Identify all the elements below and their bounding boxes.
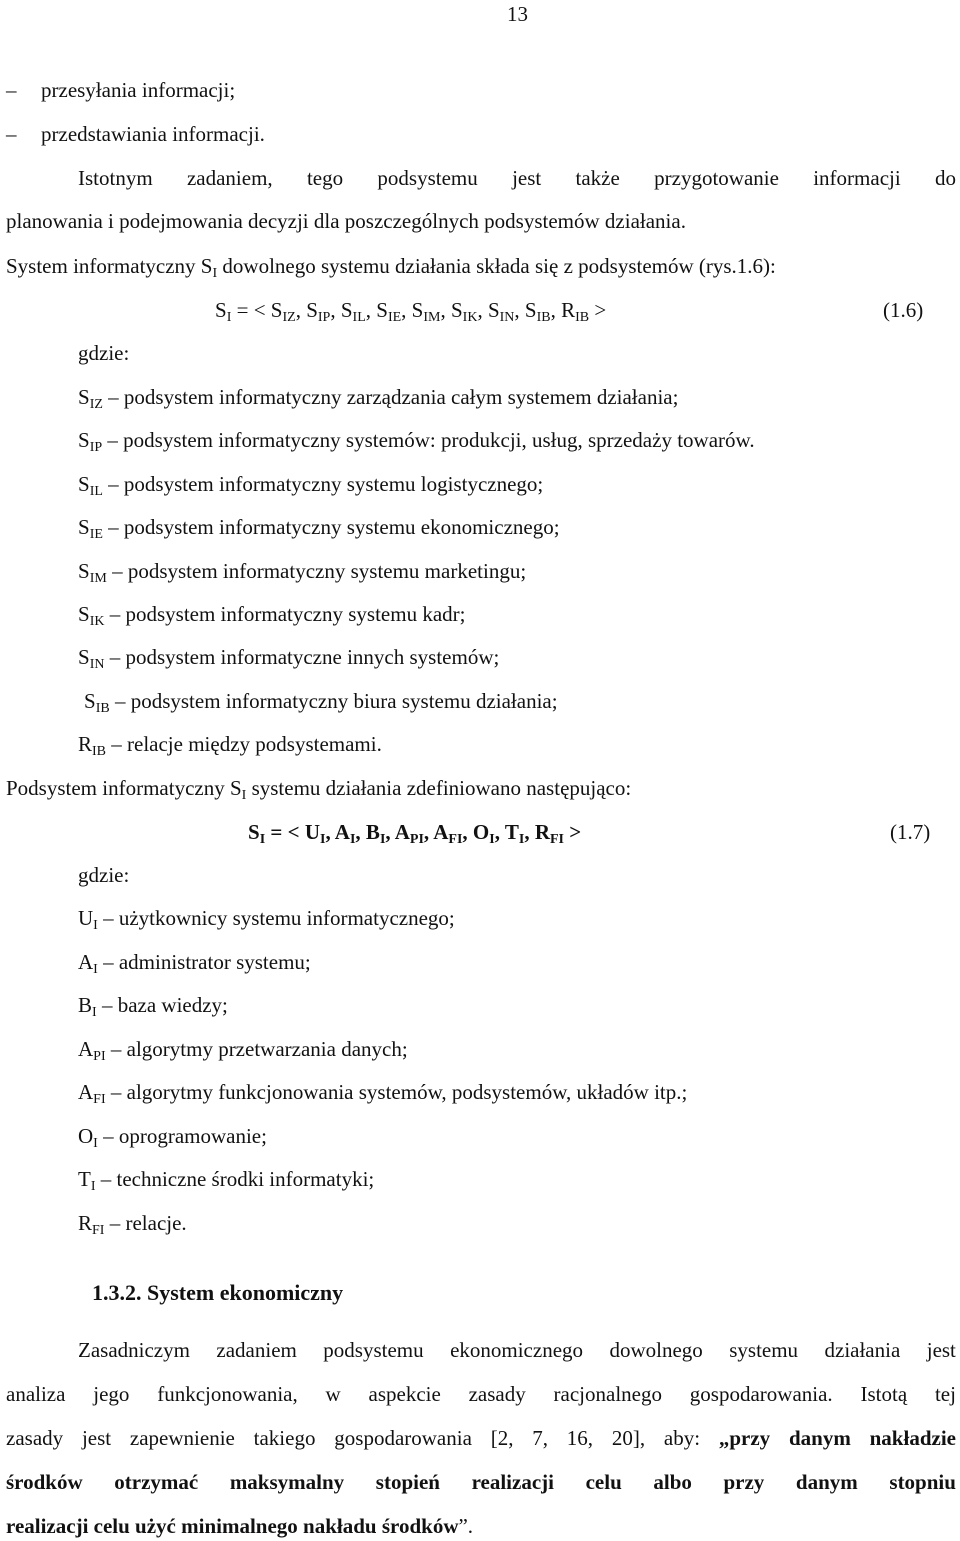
formula-subscript: I (379, 832, 386, 847)
definition-symbol: R (78, 732, 93, 757)
word: informacji (813, 166, 901, 190)
word: albo (653, 1470, 692, 1494)
word: [2, (490, 1426, 514, 1450)
formula-subscript: FI (549, 832, 564, 847)
word: zadaniem, (186, 166, 273, 190)
gdzie-label: gdzie: (78, 341, 130, 365)
definition-text: użytkownicy systemu informatycznego; (118, 906, 455, 930)
formula-1-7: $S_I$ = < $U_I$, $A_I$, $B_I$, $A_{PI}$, $A_{FI}$, $O_I$, $T_I$, $R_{FI}$ > (248, 820, 582, 847)
definition-item: $S_{IZ}$ – podsystem informatyczny zarządzania całym systemem działania; (78, 385, 679, 412)
formula-symbol: T (504, 820, 519, 844)
formula-subscript: PI (409, 832, 424, 847)
word: przygotowanie (654, 166, 779, 190)
word: przy (723, 1470, 765, 1494)
definition-subscript: PI (93, 1048, 106, 1064)
word: zadaniem (216, 1338, 297, 1362)
word: zasady (468, 1382, 526, 1406)
definition-subscript: IM (89, 570, 107, 586)
formula-number: (1.7) (890, 820, 931, 844)
word: Istotnym (78, 166, 153, 190)
definition-symbol: U (78, 906, 94, 930)
bullet-item: – przesyłania informacji; (6, 78, 236, 102)
paragraph-line: Podsystem informatyczny $S_I$ systemu działania zdefiniowano następująco: (6, 776, 632, 803)
formula-subscript: I (518, 832, 525, 847)
formula-1-6: $S_I$ = < $S_{IZ}$, $S_{IP}$, $S_{IL}$, $S_{IE}$, $S_{IM}$, $S_{IK}$, $S_{IN}$, $S_{IB}$, $R_{IB}$ > (215, 298, 607, 325)
word: Zasadniczym (78, 1338, 190, 1362)
formula-symbol: S (215, 298, 227, 322)
definition-subscript: IE (89, 527, 103, 543)
definition-symbol: O (78, 1123, 94, 1148)
definition-subscript: FI (93, 1092, 106, 1107)
definition-item: $S_{IL}$ – podsystem informatyczny systemu logistycznego; (78, 471, 544, 499)
word: aspekcie (368, 1382, 441, 1406)
formula-symbol: A (433, 820, 449, 844)
formula-subscript: I (489, 832, 495, 847)
definition-symbol: S (78, 385, 90, 409)
definition-subscript: I (92, 1005, 97, 1020)
definition-symbol: S (78, 515, 90, 540)
formula-symbol: S (306, 298, 318, 322)
definition-subscript: IN (89, 657, 105, 673)
word: 16, (566, 1426, 594, 1450)
definition-item: $S_{IP}$ – podsystem informatyczny systemów: produkcji, usług, sprzedaży towarów. (78, 428, 755, 456)
definition-text: algorytmy przetwarzania danych; (126, 1036, 408, 1061)
definition-text: administrator systemu; (118, 949, 311, 974)
definition-item: $R_{FI}$ – relacje. (78, 1210, 187, 1238)
definition-item: $S_{IN}$ – podsystem informatyczne innych systemów; (78, 645, 500, 673)
word: ekonomicznego (450, 1338, 584, 1362)
formula-operator: = < (265, 820, 305, 844)
formula-symbol: S (376, 298, 388, 322)
definition-symbol: S (78, 602, 90, 626)
word: Istotą (860, 1382, 908, 1406)
formula-operator: > (589, 298, 607, 322)
definition-text: podsystem informatyczny systemu logistycznego; (123, 471, 544, 496)
definition-item: $A_{PI}$ – algorytmy przetwarzania danych; (78, 1036, 408, 1064)
definition-text: algorytmy funkcjonowania systemów, podsystemów, układów itp.; (126, 1080, 688, 1104)
definition-text: baza wiedzy; (117, 993, 228, 1017)
formula-subscript: IZ (282, 310, 296, 325)
formula-subscript: I (320, 832, 326, 847)
word: „przy (718, 1426, 771, 1450)
definition-symbol: R (78, 1210, 93, 1235)
word: 20], (611, 1426, 646, 1450)
formula-subscript: FI (448, 832, 463, 847)
definition-text: podsystem informatyczny systemu ekonomicznego; (123, 515, 560, 540)
word: danym (795, 1470, 858, 1494)
definition-text: oprogramowanie; (118, 1123, 267, 1148)
definition-item: $S_{IB}$ – podsystem informatyczny biura systemu działania; (84, 688, 558, 716)
word: dowolnego (609, 1338, 703, 1362)
word: w (325, 1382, 341, 1406)
gdzie-label: gdzie: (78, 863, 130, 887)
word: tej (934, 1382, 956, 1406)
word: jest (926, 1338, 956, 1362)
word: jest (81, 1426, 112, 1450)
definition-item: $A_{FI}$ – algorytmy funkcjonowania systemów, podsystemów, układów itp.; (78, 1080, 688, 1107)
formula-operator: = < (231, 298, 271, 322)
definition-item: $B_I$ – baza wiedzy; (78, 993, 228, 1020)
definition-symbol: A (78, 949, 94, 974)
formula-subscript: IK (462, 310, 478, 325)
formula-operator: > (563, 820, 582, 844)
definition-symbol: A (78, 1036, 94, 1061)
word: stopień (375, 1470, 440, 1494)
word: zapewnienie (129, 1426, 235, 1450)
definition-text: podsystem informatyczny zarządzania całym systemem działania; (123, 385, 679, 409)
word: jego (93, 1382, 130, 1406)
word: maksymalny (229, 1470, 345, 1494)
formula-symbol: O (472, 820, 490, 844)
word: otrzymać (114, 1470, 199, 1494)
formula-subscript: IM (423, 310, 441, 325)
definition-symbol: S (78, 558, 90, 583)
definition-text: podsystem informatyczny biura systemu działania; (130, 688, 558, 713)
definition-symbol: B (78, 993, 93, 1017)
formula-subscript: I (259, 832, 266, 847)
word: takiego (253, 1426, 316, 1450)
definition-subscript: IZ (89, 397, 103, 412)
word: zasady (6, 1426, 64, 1450)
definition-item: $U_I$ – użytkownicy systemu informatycznego; (78, 906, 455, 933)
paragraph-line: System informatyczny $S_I$ dowolnego systemu działania składa się z podsystemów (rys.1.6): (6, 254, 776, 281)
formula-subscript: IL (352, 310, 366, 325)
formula-symbol: A (394, 820, 410, 844)
definition-symbol: S (78, 428, 90, 453)
definition-text: podsystem informatyczny systemu kadr; (125, 602, 466, 626)
definition-text: relacje. (125, 1210, 187, 1235)
section-heading: 1.3.2. System ekonomiczny (92, 1280, 344, 1305)
definition-subscript: IB (95, 700, 110, 716)
definition-item: $S_{IE}$ – podsystem informatyczny systemu ekonomicznego; (78, 515, 560, 543)
definition-item: $O_I$ – oprogramowanie; (78, 1123, 267, 1151)
word: systemu (729, 1338, 799, 1362)
formula-symbol: U (304, 820, 320, 844)
definition-symbol: S (78, 645, 90, 670)
word: jest (512, 166, 542, 190)
formula-subscript: IB (536, 310, 551, 325)
definition-text: podsystem informatyczny systemu marketingu; (127, 558, 527, 583)
word: działania (824, 1338, 901, 1362)
word: aby: (663, 1426, 701, 1450)
formula-subscript: IN (499, 310, 515, 325)
paragraph-line (78, 168, 956, 189)
definition-subscript: I (93, 961, 98, 977)
definition-item: $S_{IM}$ – podsystem informatyczny systemu marketingu; (78, 558, 527, 586)
formula-symbol: S (524, 298, 537, 322)
word: także (575, 166, 620, 190)
definition-item: $T_I$ – techniczne środki informatyki; (78, 1167, 375, 1194)
definition-subscript: I (93, 918, 98, 933)
definition-symbol: S (84, 688, 96, 713)
definition-item: $R_{IB}$ – relacje między podsystemami. (78, 732, 382, 760)
word: tego (306, 166, 344, 190)
definition-symbol: T (78, 1167, 91, 1191)
paragraph-line: realizacji celu użyć minimalnego nakładu środków”. (6, 1514, 474, 1538)
definition-subscript: I (93, 1135, 98, 1151)
paragraph-line (6, 1472, 956, 1493)
formula-symbol: S (340, 298, 353, 322)
definition-text: techniczne środki informatyki; (116, 1167, 375, 1191)
formula-symbol: S (411, 298, 424, 322)
bullet-item: – przedstawiania informacji. (6, 122, 265, 146)
word: do (934, 166, 956, 190)
formula-symbol: B (365, 820, 380, 844)
formula-symbol: S (450, 298, 463, 322)
formula-subscript: I (349, 832, 356, 847)
word: realizacji (471, 1470, 554, 1494)
word: analiza (6, 1382, 66, 1406)
definition-subscript: FI (92, 1222, 105, 1238)
formula-symbol: S (270, 298, 283, 322)
definition-symbol: S (78, 471, 90, 496)
formula-subscript: IE (387, 310, 402, 325)
definition-subscript: IK (89, 614, 105, 629)
paragraph-line (6, 1384, 956, 1405)
definition-symbol: A (78, 1080, 94, 1104)
definition-subscript: IB (92, 744, 107, 760)
word: funkcjonowania, (157, 1382, 298, 1406)
definition-text: relacje między podsystemami. (127, 732, 382, 757)
formula-symbol: R (561, 298, 576, 322)
formula-symbol: R (534, 820, 550, 844)
definition-subscript: IL (89, 483, 103, 499)
word: podsystemu (323, 1338, 424, 1362)
word: środków (6, 1470, 83, 1494)
definition-item: $S_{IK}$ – podsystem informatyczny systemu kadr; (78, 602, 466, 629)
paragraph-line: planowania i podejmowania decyzji dla poszczególnych podsystemów działania. (6, 209, 686, 233)
definition-subscript: I (90, 1179, 96, 1194)
page-number: 13 (507, 2, 528, 26)
word: danym (788, 1426, 851, 1450)
word: podsystemu (377, 166, 478, 190)
word: gospodarowania. (689, 1382, 833, 1406)
definition-text: podsystem informatyczny systemów: produkcji, usług, sprzedaży towarów. (123, 428, 755, 453)
definition-subscript: IP (89, 440, 103, 456)
formula-symbol: S (487, 298, 500, 322)
formula-subscript: IP (317, 310, 331, 325)
definition-item: $A_I$ – administrator systemu; (78, 949, 311, 977)
word: nakładzie (869, 1426, 956, 1450)
word: celu (585, 1470, 622, 1494)
formula-subscript: IB (575, 310, 590, 325)
word: gospodarowania (334, 1426, 472, 1450)
paragraph-line (6, 1428, 956, 1449)
word: racjonalnego (553, 1382, 662, 1406)
word: stopniu (889, 1470, 956, 1494)
formula-symbol: S (248, 820, 260, 844)
paragraph-line (78, 1340, 956, 1361)
word: 7, (532, 1426, 548, 1450)
formula-symbol: A (334, 820, 350, 844)
formula-subscript: I (226, 310, 232, 325)
definition-text: podsystem informatyczne innych systemów; (125, 645, 500, 670)
formula-number: (1.6) (883, 298, 924, 322)
